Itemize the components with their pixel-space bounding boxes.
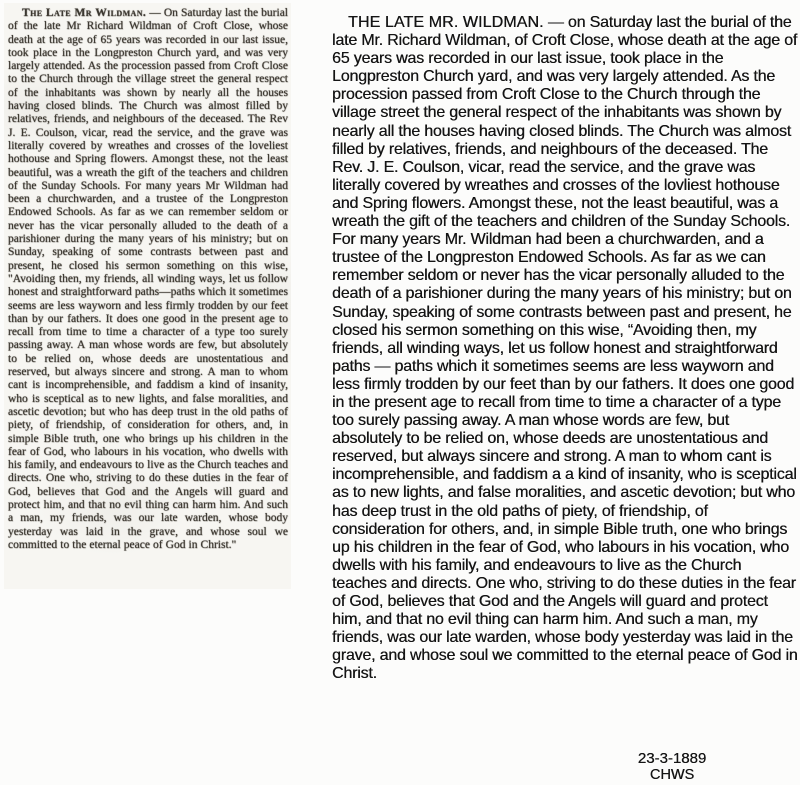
clipping-body-text: — On Saturday last the burial of the late Mr Richard Wildman of Croft Close, whose death at the age of 65 years was recorded in our last issue, took place in the Longpreston Church yard, and was very largely attended. As the procession passed from Croft Close to the Church through the village street the general respect of the inhabitants was shown by nearly all the houses having closed blinds. The Church was almost filled by relatives, friends, and neighbours of the deceased. The Rev J. E. Coulson, vicar, read the service, and the grave was literally covered by wreathes and crosses of the loveliest hothouse and Spring flowers. Amongst these, not the least beautiful, was a wreath the gift of the teachers and children of the Sunday Schools. For many years Mr Wildman had been a churchwarden, and a trustee of the Longpreston Endowed Schools. As far as we can remember seldom or never has the vicar personally alluded to the death of a parishioner during the many years of his ministry; but on Sunday, speaking of some contrasts between past and present, he closed his sermon something on this wise, "Avoiding then, my friends, all winding ways, let us follow honest and straightforward paths—paths which it sometimes seems are less wayworn and less firmly trodden by our feet than by our fathers. It does one good in the present age to recall from time to time a character of a type too surely passing away. A man whose words are few, but absolutely to be relied on, whose deeds are unostentatious and reserved, but always sincere and strong. A man to whom cant is incomprehensible, and faddism a kind of insanity, who is sceptical as to new lights, and false moralities, and ascetic devotion; but who has deep trust in the old paths of piety, of friendship, of consideration for others, and, in simple Bible truth, one who brings up his children in the fear of God, who labours in his vocation, who dwells with his family, and endeavours to live as the Church teaches and directs. One who, striving to do these duties in the fear of God, believes that God and the Angels will guard and protect him, and that no evil thing can harm him. And such a man, my friends, was our late warden, whose body yesterday was laid in the grave, and whose soul we committed to the eternal peace of God in Christ." bbox=[8, 7, 288, 551]
transcription-paragraph bbox=[332, 14, 800, 683]
clipping-headline: The Late Mr Wildman. bbox=[22, 7, 147, 19]
initials-label: CHWS bbox=[649, 767, 695, 783]
transcription-column bbox=[332, 14, 800, 683]
date-label: 23-3-1889 bbox=[637, 750, 707, 767]
transcription-body-text: — on Saturday last the burial of the late Mr. Richard Wildman, of Croft Close, whose death at the age of 65 years was recorded in our last issue, took place in the Longpreston Church yard, and was very largely attended. As the procession passed from Croft Close to the Church through the village street the general respect of the inhabitants was shown by nearly all the houses having closed blinds. The Church was almost filled by relatives, friends, and neighbours of the deceased. The Rev. J. E. Coulson, vicar, read the service, and the grave was literally covered by wreathes and crosses of the lovliest hothouse and Spring flowers. Amongst these, not the least beautiful, was a wreath the gift of the teachers and children of the Sunday Schools. For many years Mr. Wildman had been a churchwarden, and a trustee of the Longpreston Endowed Schools. As far as we can remember seldom or never has the vicar personally alluded to the death of a parishioner during the many years of his ministry; but on Sunday, speaking of some contrasts between past and present, he closed his sermon something on this wise, “Avoiding then, my friends, all winding ways, let us follow honest and straightforward paths — paths which it sometimes seems are less wayworn and less firmly trodden by our feet than by our fathers. It does one good in the present age to recall from time to time a character of a type too surely passing away. A man whose words are few, but absolutely to be relied on, whose deeds are unostentatious and reserved, but always sincere and strong. A man to whom cant is incomprehensible, and faddism a a kind of insanity, who is sceptical as to new lights, and false moralities, and ascetic devotion; but who has deep trust in the old paths of piety, of friendship, of consideration for others, and, in simple Bible truth, one who brings up his children in the fear of God, who labours in his vocation, who dwells with his family, and endeavours to live as the Church teaches and directs. One who, striving to do these duties in the fear of God, believes that God and the Angels will guard and protect him, and that no evil thing can harm him. And such a man, my friends, was our late warden, whose body yesterday was laid in the grave, and whose soul we committed to the eternal peace of God in Christ. bbox=[332, 14, 798, 683]
footer-annotation bbox=[592, 750, 752, 783]
newspaper-clipping-scan bbox=[4, 3, 291, 589]
clipping-paragraph bbox=[8, 7, 288, 552]
transcription-headline: THE LATE MR. WILDMAN. bbox=[348, 14, 544, 31]
